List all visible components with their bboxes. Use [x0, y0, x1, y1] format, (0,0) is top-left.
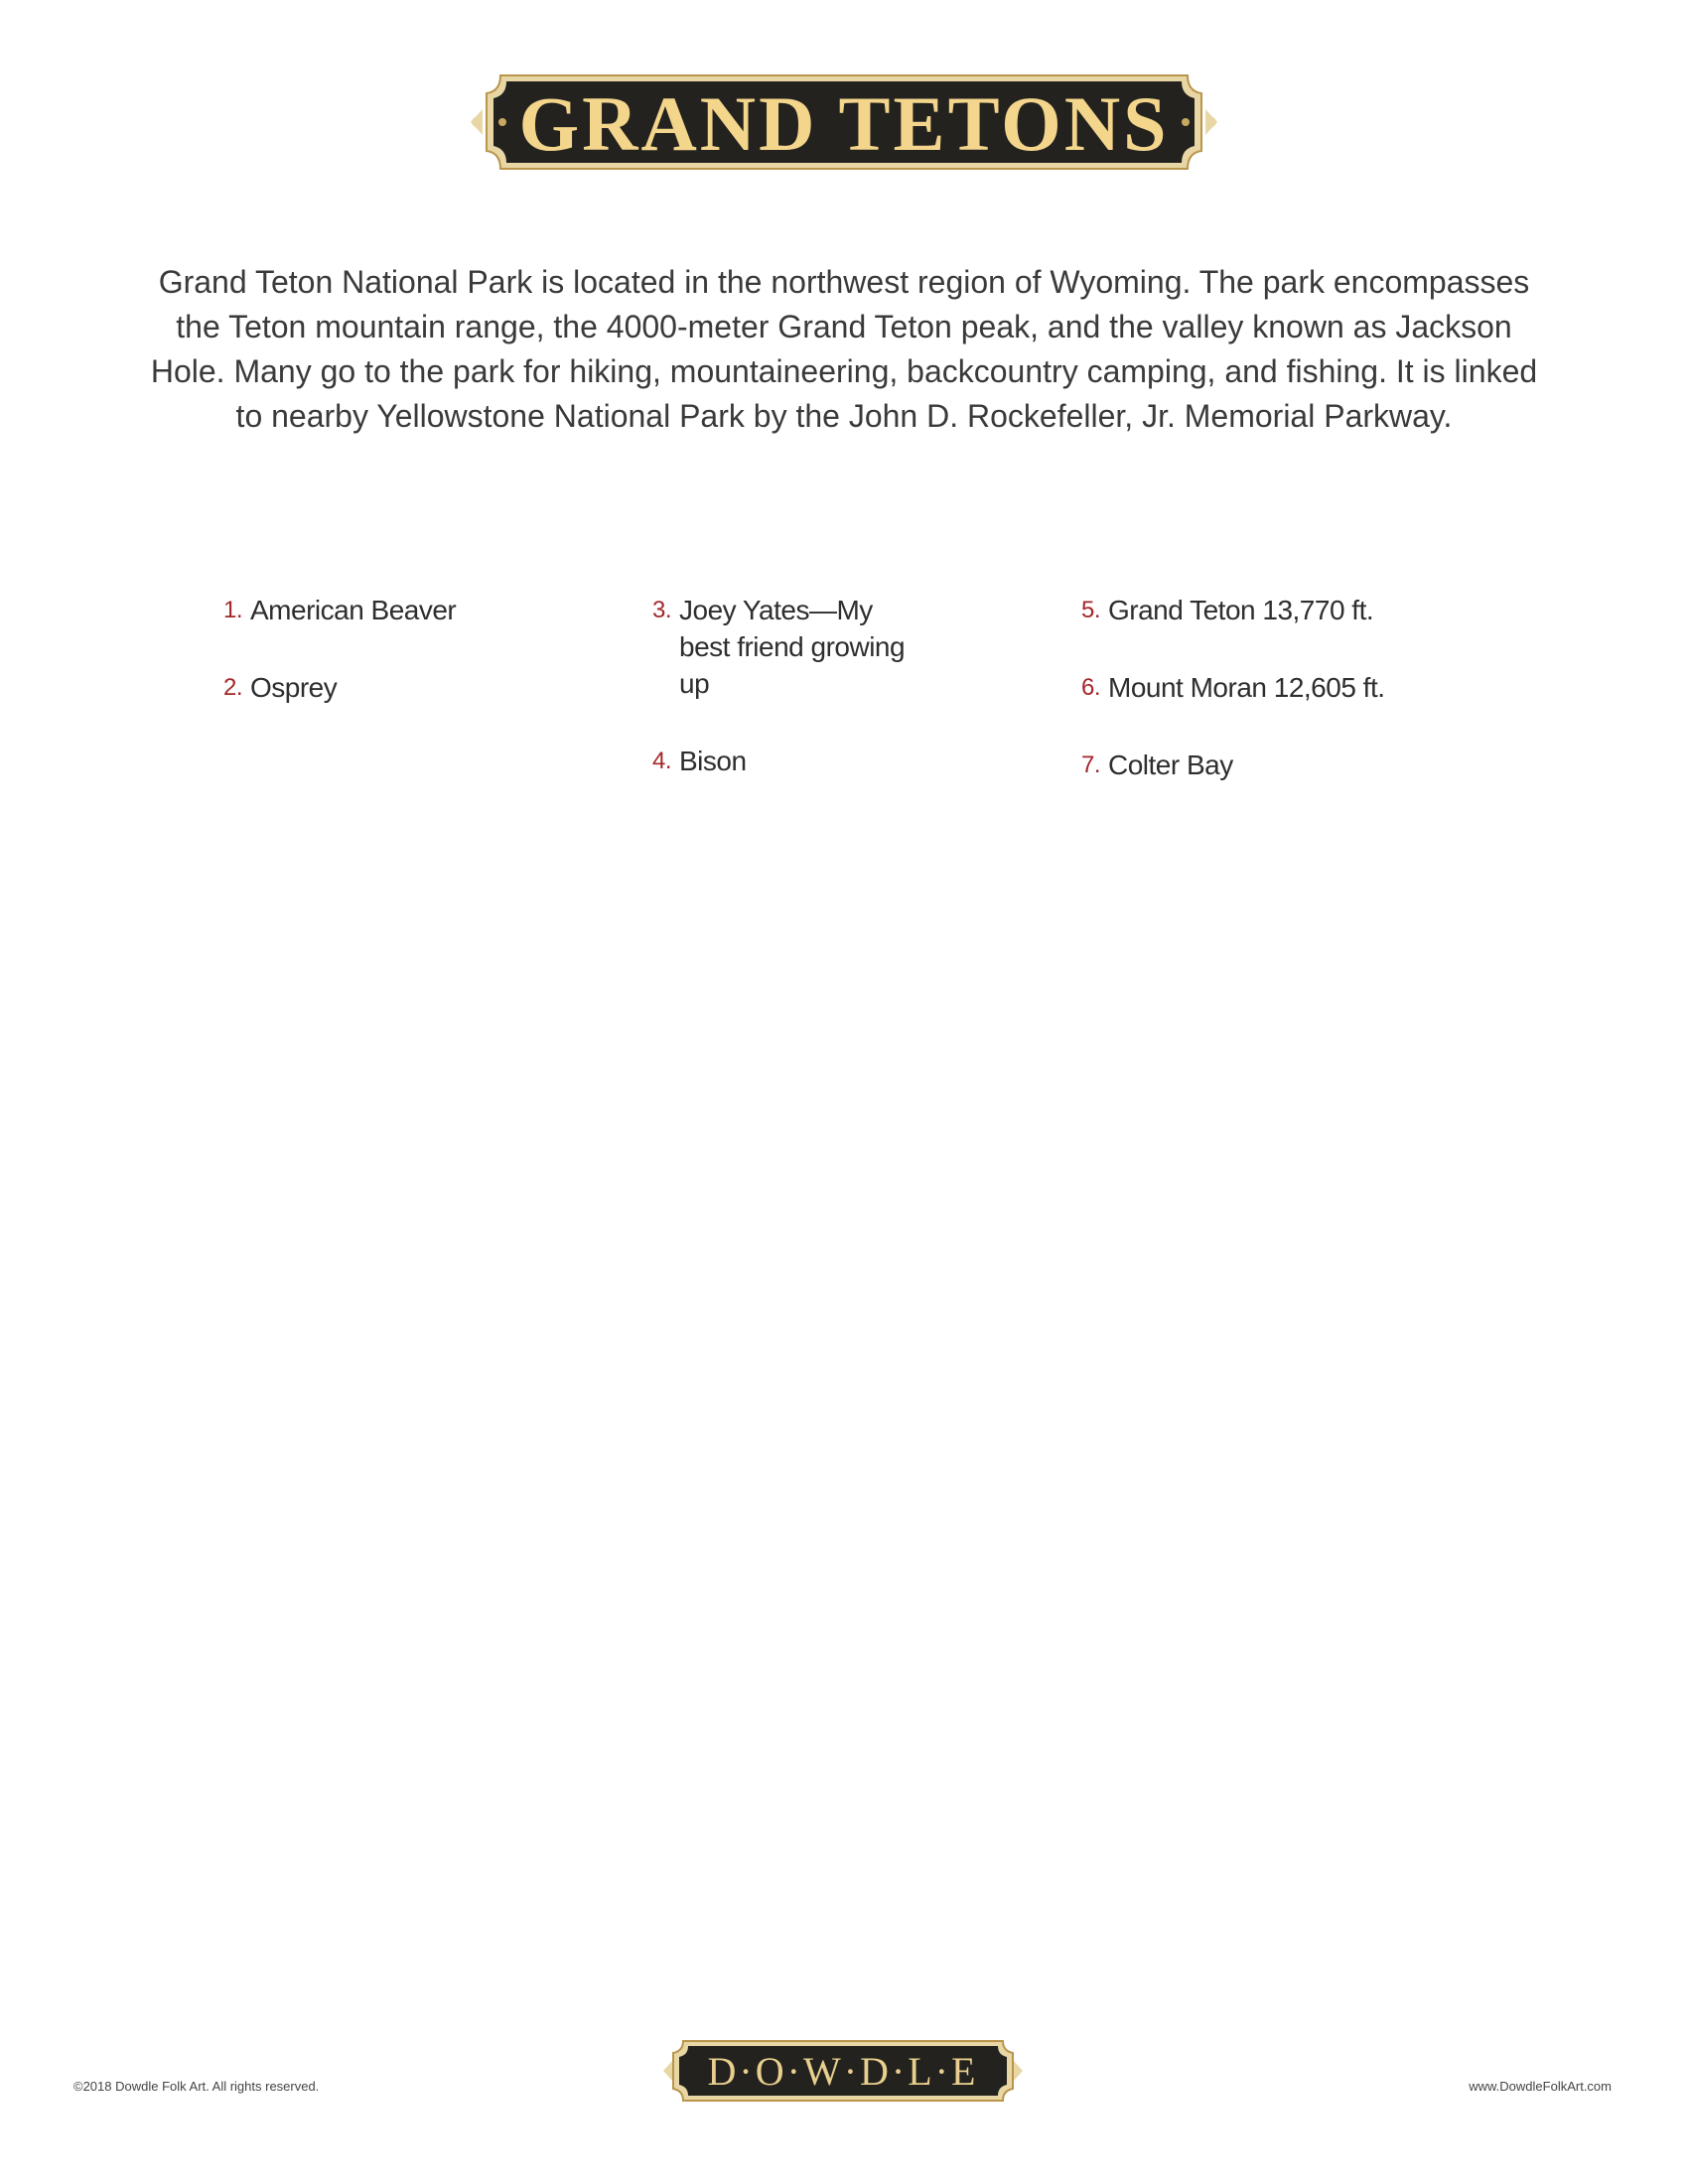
key-item	[211, 669, 538, 706]
key-item-label: Osprey	[250, 672, 338, 703]
key-item-number: 6.	[1080, 674, 1100, 701]
key-item-number: 5.	[1080, 597, 1100, 623]
footer-logo-text: D·O·W·D·L·E	[707, 2049, 979, 2094]
key-item	[1068, 669, 1396, 706]
key-item-label: Grand Teton 13,770 ft.	[1108, 595, 1374, 625]
key-item-number: 3.	[651, 597, 671, 623]
title-banner	[471, 71, 1217, 173]
key-item-label: Bison	[679, 746, 747, 776]
key-column-2	[639, 592, 967, 820]
key-item-label: Mount Moran 12,605 ft.	[1108, 672, 1385, 703]
key-item-number: 2.	[222, 674, 242, 701]
key-item-label: American Beaver	[250, 595, 457, 625]
key-item-number: 1.	[222, 597, 242, 623]
intro-paragraph: Grand Teton National Park is located in the northwest region of Wyoming. The park encompasses the Teton mountain range, the 4000-meter Grand Teton peak, and the valley known as Jackson Hole. Many go to the park for hiking, mountaineering, backcountry camping, and fishing. It is linked to nearby Yellowstone National Park by the John D. Rockefeller, Jr. Memorial Parkway.	[150, 264, 1538, 434]
key-item-label: Colter Bay	[1108, 750, 1233, 780]
key-item	[1068, 747, 1396, 783]
key-column-3	[1068, 592, 1396, 824]
footer-url[interactable]: www.DowdleFolkArt.com	[1469, 2079, 1612, 2094]
key-item	[211, 592, 538, 628]
footer-copyright: ©2018 Dowdle Folk Art. All rights reserved.	[73, 2079, 320, 2094]
key-item-number: 4.	[651, 748, 671, 774]
key-item-number: 7.	[1080, 751, 1100, 778]
page-title: GRAND TETONS	[518, 80, 1170, 167]
key-item	[1068, 592, 1396, 628]
key-column-1	[211, 592, 538, 747]
key-item	[639, 592, 908, 702]
dowdle-logo	[663, 2037, 1023, 2105]
key-item-label: Joey Yates—My best friend growing up	[679, 595, 906, 699]
key-item	[639, 743, 967, 779]
